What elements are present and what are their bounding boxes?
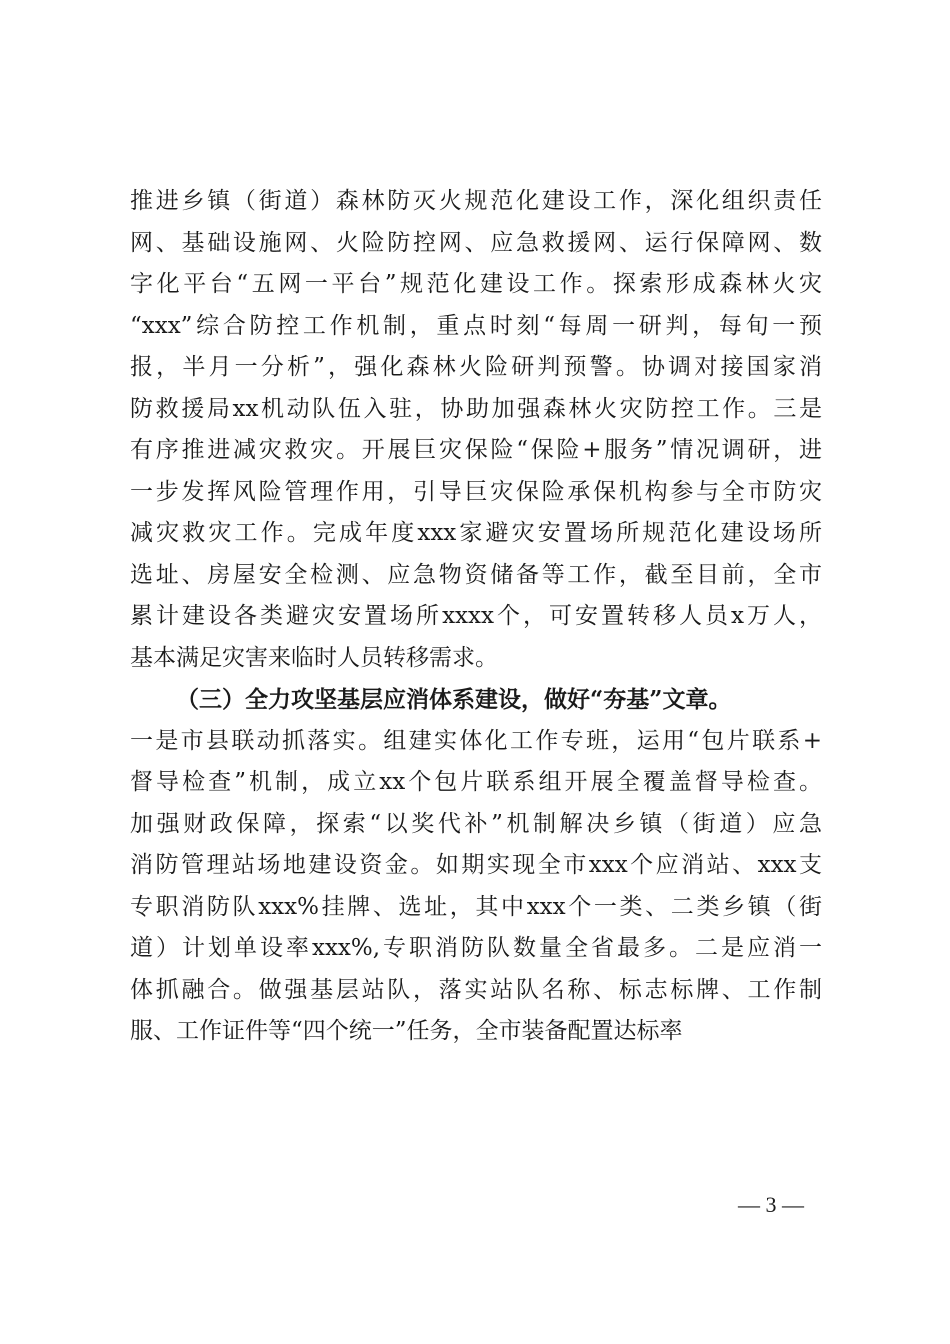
- text-line: 网、基础设施网、火险防控网、应急救援网、运行保障网、数: [130, 229, 822, 256]
- text-line: 服、工作证件等“四个统一”任务，全市装备配置达标率: [130, 1018, 683, 1044]
- text-line: “xxx”综合防控工作机制，重点时刻“每周一研判，每旬一预: [130, 312, 822, 339]
- text-line: 有序推进减灾救灾。开展巨灾保险“保险+服务”情况调研，进: [130, 437, 822, 463]
- text-line: 加强财政保障，探索“以奖代补”机制解决乡镇（街道）应急: [130, 810, 822, 837]
- text-line: 报，半月一分析”，强化森林火险研判预警。协调对接国家消: [130, 354, 822, 380]
- text-line: 专职消防队xxx%挂牌、选址，其中xxx个一类、二类乡镇（街: [130, 893, 822, 920]
- text-line: 一步发挥风险管理作用，引导巨灾保险承保机构参与全市防灾: [130, 478, 822, 505]
- page-number: — 3 —: [738, 1192, 804, 1217]
- text-line: 督导检查”机制，成立xx个包片联系组开展全覆盖督导检查。: [130, 769, 822, 795]
- section-heading: （三）全力攻坚基层应消体系建设，做好“夯基”文章。: [176, 686, 732, 713]
- text-line: 消防管理站场地建设资金。如期实现全市xxx个应消站、xxx支: [130, 852, 822, 878]
- text-line: 累计建设各类避灾安置场所xxxx个，可安置转移人员x万人，: [130, 603, 822, 629]
- text-line: 选址、房屋安全检测、应急物资储备等工作，截至目前，全市: [130, 561, 822, 588]
- text-line: 推进乡镇（街道）森林防灭火规范化建设工作，深化组织责任: [130, 188, 822, 214]
- text-line: 字化平台“五网一平台”规范化建设工作。探索形成森林火灾: [130, 271, 822, 297]
- text-line: 减灾救灾工作。完成年度xxx家避灾安置场所规范化建设场所: [130, 520, 822, 546]
- text-line: 体抓融合。做强基层站队，落实站队名称、标志标牌、工作制: [130, 976, 822, 1003]
- text-line: 防救援局xx机动队伍入驻，协助加强森林火灾防控工作。三是: [130, 395, 822, 422]
- text-line: 一是市县联动抓落实。组建实体化工作专班，运用“包片联系+: [130, 727, 822, 754]
- text-line: 基本满足灾害来临时人员转移需求。: [130, 644, 498, 671]
- text-line: 道）计划单设率xxx%,专职消防队数量全省最多。二是应消一: [130, 935, 822, 961]
- body-text: [130, 181, 822, 1053]
